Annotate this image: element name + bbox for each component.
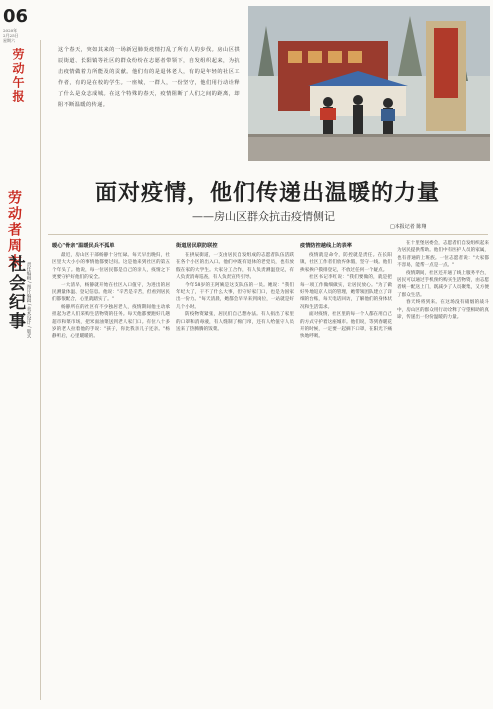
date-line-3: 星期六 [3, 38, 15, 43]
paragraph: 疫情期间，社区还开通了线上服务平台，居民可以通过手机预约购买生活物资，由志愿者统一配送上门，既减少了人员聚集，又方便了群众生活。 [397, 270, 489, 298]
article-column-2 [176, 240, 294, 333]
article-column-4 [397, 240, 489, 321]
date-line-2: 2月25日 [3, 33, 19, 38]
section-credits: 责任编辑 / 图片编辑 / 美术设计 / 版式 [26, 262, 31, 339]
photo-illustration [248, 6, 490, 161]
section-title-black: 社会纪事 [5, 255, 25, 331]
paragraph: 春天终将到来。在这场没有硝烟的战斗中，房山区的群众用行动诠释了守望相助的真谛，传递出一份份温暖的力量。 [397, 300, 489, 321]
paragraph: 社区书记李红说："我们要做的，就是把每一项工作做细做实，让居民放心。"为了做好外地返京人员的管理，她带领团队建立了详细的台账，每天电话回访，了解他们的身体状况和生活需求。 [300, 275, 392, 310]
brand-logo: 劳动午报 [11, 48, 25, 104]
paragraph: 杨静所在的社区有不少独居老人，疫情期间他主动承担起为老人们采购生活物资的任务。每天他都要跑好几趟超市和菜市场，把米面油菜送到老人家门口。有位八十多岁的老人拉着他的手说："孩子，你比我亲儿子还亲。"杨静听后，心里暖暖的。 [52, 304, 170, 340]
column-heading: 暖心"骨亲"温暖民兵不孤单 [52, 243, 115, 249]
byline: □本报记者 陈翔 [390, 224, 427, 230]
article-column-3 [300, 240, 392, 341]
headline: 面对疫情，他们传递出温暖的力量 [95, 181, 441, 206]
left-divider [40, 40, 41, 700]
section-title-red: 劳动者周末 [6, 190, 22, 270]
paragraph: 一大清早，杨静就开始在社区入口值守，为进出的居民测量体温、登记信息。他说："辛苦是辛苦，但看到居民们都很配合，心里就踏实了。" [52, 282, 170, 303]
paragraph: 防疫物资紧张，居民们自己想办法。有人捐出了家里的口罩和消毒液，有人缝制了棉门帘，还有人给值守人员送来了热腾腾的饭菜。 [176, 312, 294, 333]
paragraph: 在拱辰街道，一支由居民自发组成的志愿者队伍活跃在各个小区的出入口。他们中既有退休的老党员，也有放假在家的大学生。大家分工合作，有人负责测温登记，有人负责消毒巡查，有人负责宣传引导。 [176, 253, 294, 281]
paragraph: 面对疫情，社区里的每一个人都在用自己的方式守护着这座城市。他们说，等到春暖花开的时候，一定要一起摘下口罩，在阳光下痛快地呼吸。 [300, 312, 392, 340]
paragraph: 疫情就是命令，防控就是责任。在长阳镇，社区工作者们放弃休假，坚守一线。他们挨家挨户摸排登记，不放过任何一个疑点。 [300, 253, 392, 273]
news-photo [248, 6, 490, 161]
column-heading: 街道居民联防联控 [176, 243, 218, 249]
intro-paragraph: 这个春天，突如其来的一场新冠肺炎疫情打乱了所有人的步伐。房山区拱辰街道、长阳镇等社区的群众纷纷在志愿者带领下，自发组织起来，为抗击疫情做着力所能及的贡献。他们有的是退休老人，有的是年轻的社区工作者，有的是在校的学生。一座城，一群人，一份坚守，他们用行动诠释了什么是众志成城。在这个特殊的春天，疫情阻断了人们之间的距离，却阻不断温暖的传递。 [58, 47, 240, 108]
page-number: 06 [3, 6, 29, 27]
paragraph: 今年58岁的王阿姨是这支队伍的一员。她说："我们年纪大了，干不了什么大事，但守好家门口，也是为国家出一份力。"每天清晨，她都会早早来到岗位，一站就是好几个小时。 [176, 282, 294, 310]
paragraph: 在十里堡居委会，志愿者们自发组织起来为居民提供帮助。他们中有医护人员的家属，也有普通的上班族。一位志愿者说："大家都不容易，能帮一点是一点。" [397, 241, 489, 269]
article-column-1 [52, 240, 170, 341]
left-strip [0, 0, 44, 709]
headline-divider [48, 234, 488, 235]
paragraph: 最近，房山区干部杨静十分忙碌。每天早出晚归，社区里大大小小的事情他都要过问。这是他来到社区的第五个年头了。他说，每一位居民都是自己的亲人，疫情之下更要守护好他们的安全。 [52, 253, 170, 281]
date-line-1: 2020年 [3, 28, 18, 33]
column-heading: 疫情防控越线上的表率 [300, 243, 352, 249]
subheadline: ——房山区群众抗击疫情侧记 [192, 210, 335, 223]
